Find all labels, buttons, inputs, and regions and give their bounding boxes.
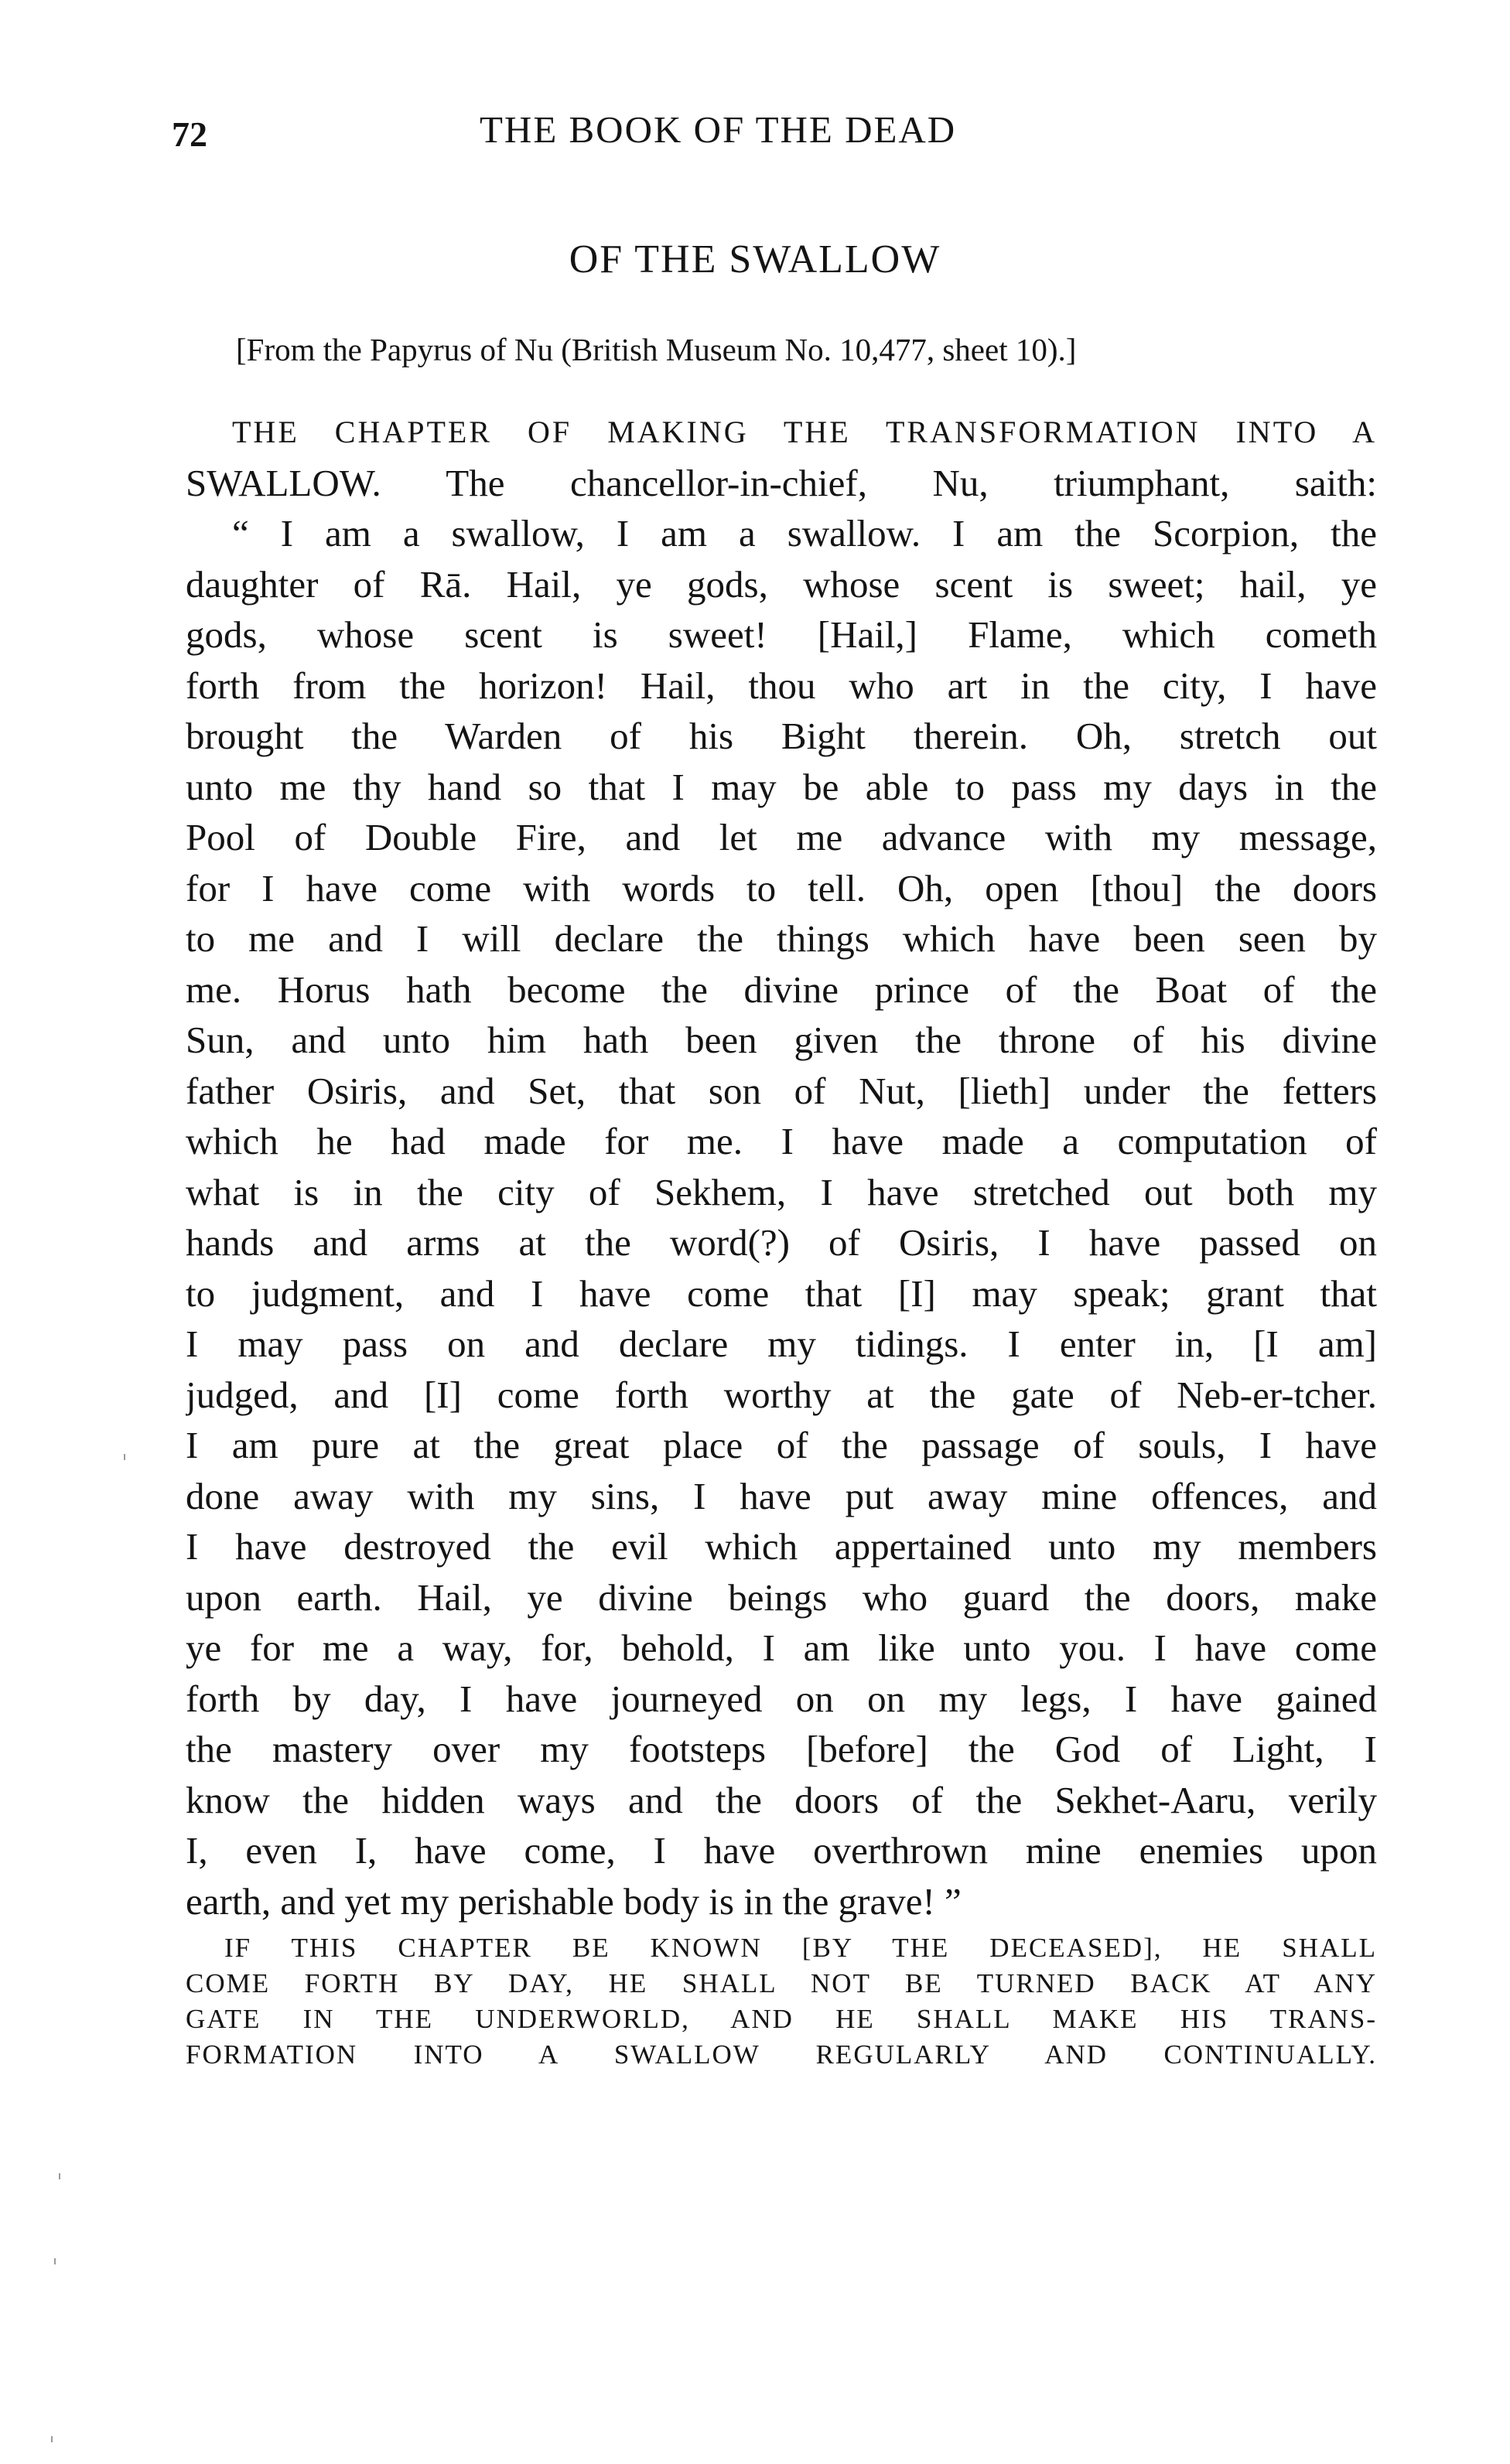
chapter-heading: OF THE SWALLOW	[569, 237, 941, 282]
body-line: Pool of Double Fire, and let me advance with my message,	[186, 816, 1377, 858]
source-note: [From the Papyrus of Nu (British Museum No. 10,477, sheet 10).]	[236, 332, 1077, 367]
body-line: I, even I, have come, I have overthrown mine enemies upon	[186, 1829, 1377, 1872]
body-line: for I have come with words to tell. Oh, open [thou] the doors	[186, 866, 1377, 909]
body-line: forth by day, I have journeyed on on my legs, I have gained	[186, 1677, 1377, 1720]
body-line: judged, and [I] come forth worthy at the gate of Neb-er-tcher.	[186, 1373, 1377, 1416]
body-line: I have destroyed the evil which appertained unto my members	[186, 1525, 1377, 1568]
body-line: Sun, and unto him hath been given the throne of his divine	[186, 1019, 1377, 1061]
body-line: done away with my sins, I have put away mine offences, and	[186, 1474, 1377, 1517]
page-number: 72	[172, 114, 207, 154]
body-line: gods, whose scent is sweet! [Hail,] Flame, which cometh	[186, 613, 1377, 656]
body-line: father Osiris, and Set, that son of Nut, [lieth] under the fetters	[186, 1069, 1377, 1112]
scan-speck	[124, 1454, 125, 1460]
body-line: what is in the city of Sekhem, I have stretched out both my	[186, 1170, 1377, 1213]
chapter-body	[186, 407, 1377, 1926]
body-line: brought the Warden of his Bight therein. Oh, stretch out	[186, 715, 1377, 757]
body-line: hands and arms at the word(?) of Osiris, I have passed on	[186, 1221, 1377, 1264]
rubric-line: IF THIS CHAPTER BE KNOWN [BY THE DECEASED], HE SHALL	[224, 1933, 1377, 1963]
rubric-line: GATE IN THE UNDERWORLD, AND HE SHALL MAKE HIS TRANS-	[186, 2004, 1377, 2034]
body-line: the mastery over my footsteps [before] the God of Light, I	[186, 1728, 1377, 1770]
scan-speck	[59, 2173, 60, 2179]
body-line: to me and I will declare the things which have been seen by	[186, 917, 1377, 960]
body-line: unto me thy hand so that I may be able to pass my days in the	[186, 765, 1377, 808]
body-line: to judgment, and I have come that [I] may speak; grant that	[186, 1271, 1377, 1315]
rubric	[186, 1930, 1377, 2073]
body-line: I am pure at the great place of the passage of souls, I have	[186, 1424, 1377, 1466]
body-line: I may pass on and declare my tidings. I enter in, [I am]	[186, 1322, 1377, 1365]
scan-speck	[51, 2436, 53, 2442]
rubric-line: COME FORTH BY DAY, HE SHALL NOT BE TURNED BACK AT ANY	[186, 1968, 1377, 1998]
body-line: THE CHAPTER OF MAKING THE TRANSFORMATION INTO A	[232, 415, 1377, 449]
rubric-line: FORMATION INTO A SWALLOW REGULARLY AND CONTINUALLY.	[186, 2039, 1377, 2070]
body-line: which he had made for me. I have made a computation of	[186, 1120, 1377, 1162]
body-line: forth from the horizon! Hail, thou who art in the city, I have	[186, 664, 1377, 707]
body-line: upon earth. Hail, ye divine beings who guard the doors, make	[186, 1575, 1377, 1619]
body-line: “ I am a swallow, I am a swallow. I am the Scorpion, the	[232, 512, 1377, 555]
running-head: THE BOOK OF THE DEAD	[480, 108, 957, 151]
body-line: earth, and yet my perishable body is in the grave! ”	[186, 1879, 962, 1923]
body-line: ye for me a way, for, behold, I am like unto you. I have come	[186, 1626, 1377, 1669]
body-line: daughter of Rā. Hail, ye gods, whose scent is sweet; hail, ye	[186, 562, 1377, 606]
body-line: me. Horus hath become the divine prince of the Boat of the	[186, 968, 1377, 1011]
body-line: know the hidden ways and the doors of the Sekhet-Aaru, verily	[186, 1778, 1377, 1821]
scan-speck	[54, 2258, 56, 2264]
body-line: SWALLOW. The chancellor-in-chief, Nu, triumphant, saith:	[186, 461, 1377, 504]
